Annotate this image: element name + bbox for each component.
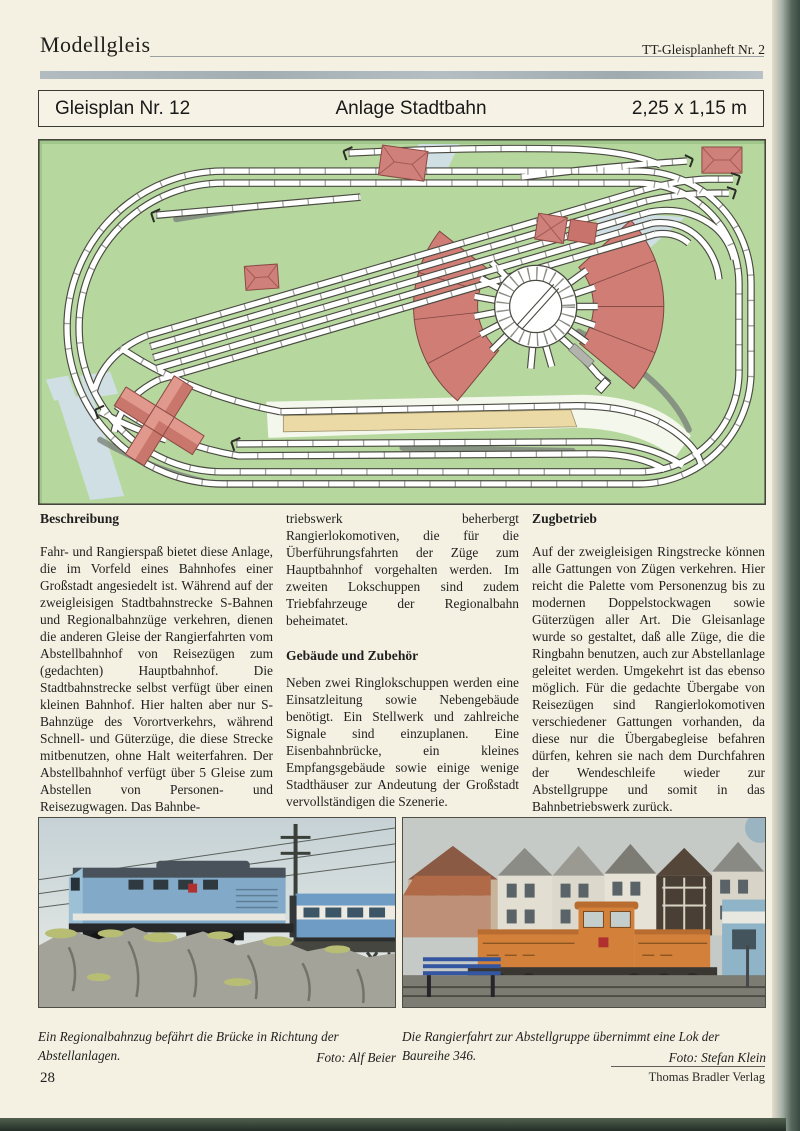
issue-label: TT-Gleisplanheft Nr. 2	[642, 42, 765, 57]
article-columns	[40, 510, 766, 815]
column-beschreibung	[40, 510, 273, 815]
caption-text: Ein Regionalbahnzug befährt die Brücke in Richtung der Abstellanlagen.	[38, 1029, 339, 1064]
page-edge-right	[772, 0, 800, 1131]
passenger-coach	[722, 900, 765, 988]
passenger-coach	[290, 894, 395, 944]
paragraph: Auf der zweigleisigen Ringstrecke können alle Gattungen von Zügen verkehren. Hier reicht die Palette vom Personenzug bis zu modernen Doppelstockwagen sowie Güterzügen aller Art. Die Gleisanlage wurde so gestaltet, daß alle Züge, die die Ringbahn benutzen, auch zur Abstellanlage geleitet werden. Umgekehrt ist das ebenso möglich. Für die gedachte Übergabe von Reisezügen sind Rangierlokomotiven verschiedener Gattungen vorhanden, da diese nur die Übergabegleise befahren dürfen, kehren sie nach dem Durchfahren der Wendeschleife wieder zur Abstellgruppe und somit in das Bahnbetriebswerk zurück.	[532, 544, 765, 814]
page-number: 28	[40, 1070, 55, 1086]
track-plan-drawing	[38, 139, 766, 505]
section-heading-beschreibung: Beschreibung	[40, 511, 120, 526]
page-edge-bottom	[0, 1118, 786, 1131]
layout-dimensions: 2,25 x 1,15 m	[631, 97, 747, 119]
section-heading-zugbetrieb: Zugbetrieb	[532, 511, 597, 526]
photo-credit-left: Foto: Alf Beier	[316, 1050, 396, 1066]
photo-left-image	[39, 818, 395, 1007]
column-gebaeude	[286, 510, 519, 815]
section-heading-gebaeude: Gebäude und Zubehör	[286, 648, 419, 663]
paragraph: Neben zwei Ringlokschuppen werden eine Einsatzleitung sowie Nebengebäude benötigt. Ein Stellwerk und zahlreiche Signale sind einzuplanen. Eine Eisenbahnbrücke, ein kleines Empfangsgebäude sowie einige wenige Stadthäuser zur Andeutung der Großstadt vervollständigen die Szenerie.	[286, 675, 519, 809]
title-box	[38, 90, 764, 127]
plan-number: Gleisplan Nr. 12	[55, 97, 191, 119]
column-zugbetrieb	[532, 510, 765, 815]
lamp-post	[746, 945, 749, 987]
caption-text: Die Rangierfahrt zur Abstellgruppe übernimmt eine Lok der Baureihe 346.	[402, 1029, 720, 1064]
caption-right	[402, 1027, 766, 1069]
caption-left	[38, 1027, 396, 1069]
photo-credit-right: Foto: Stefan Klein	[668, 1050, 766, 1066]
publisher: Thomas Bradler Verlag	[611, 1066, 765, 1085]
photo-right	[402, 817, 766, 1008]
turntable	[495, 265, 577, 347]
shed	[403, 876, 491, 938]
track-plan	[38, 139, 766, 505]
header-bar	[40, 71, 763, 79]
paragraph: Fahr- und Rangierspaß bietet diese Anlage, die im Vorfeld eines Bahnhofes einer Großstadt angesiedelt ist. Während auf der zweigleisigen Stadtbahnstrecke S-Bahnen und Regionalbahnzüge verkehren, dienen die anderen Gleise der Rangierfahrten vom Abstellbahnhof von Reisezügen zum (gedachten) Hauptbahnhof. Die Stadtbahnstrecke selbst verfügt über einen kleinen Bahnhof. Hier halten aber nur S-Bahnzüge des Vorortverkehrs, während Schnell- und Güterzüge, die diese Strecke mitbenutzen, ohne Halt weiterfahren. Der Abstellbahnhof verfügt über 5 Gleise zum Abstellen von Personen- und Reisezugwagen. Das Bahnbe-	[40, 544, 273, 814]
ballast	[403, 975, 765, 1007]
photo-right-image	[403, 818, 765, 1007]
photo-left	[38, 817, 396, 1008]
paragraph: triebswerk beherbergt Rangierlokomotiven, die für die Überführungsfahrten der Züge zum Hauptbahnhof vorgehalten werden. Im zweiten Lokschuppen sind zudem Triebfahrzeuge der Regionalbahn beheimatet.	[286, 511, 519, 628]
layout-name: Anlage Stadtbahn	[335, 97, 487, 119]
magazine-title: Modellgleis	[40, 32, 151, 57]
